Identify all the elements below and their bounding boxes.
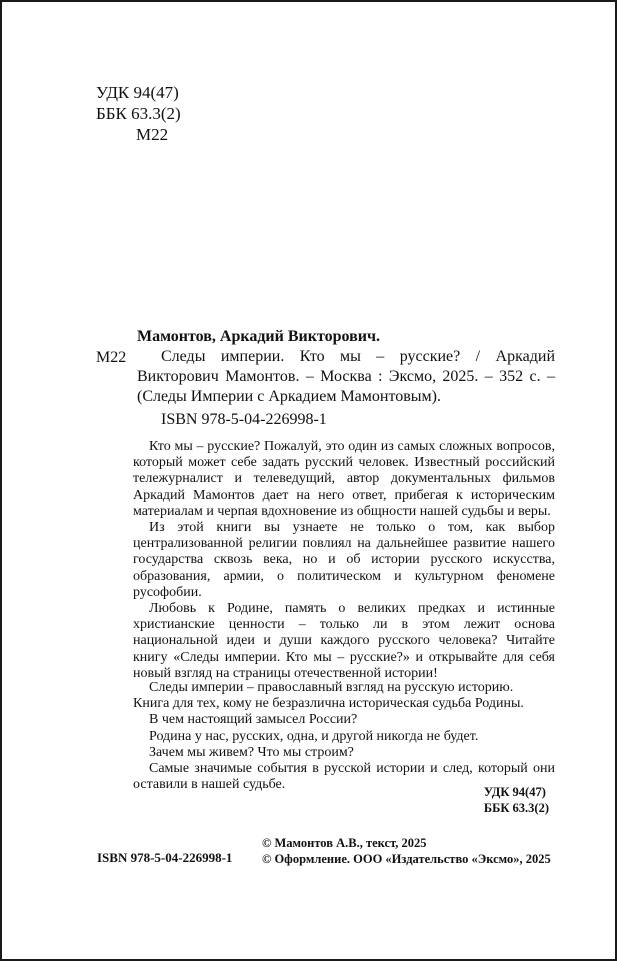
- annotation-paragraph: Любовь к Родине, память о великих предках и истинные христианские ценности – только ли в этом лежит основа национальной идеи и души каждого русского человека? Читайте книгу «Следы империи. Кто мы – русские?» и открывайте для себя новый взгляд на страницы отечественной истории!: [133, 601, 555, 681]
- udk-code-bottom: УДК 94(47): [483, 785, 546, 799]
- author-mark: М22: [136, 125, 169, 144]
- author-heading: Мамонтов, Аркадий Викторович.: [137, 328, 380, 345]
- classification-block-bottom: [484, 784, 549, 816]
- annotation-line: Следы империи – православный взгляд на русскую историю.: [149, 680, 514, 695]
- bbk-code: ББК 63.3(2): [96, 104, 181, 123]
- annotation-line: Книга для тех, кому не безразлична историческая судьба Родины.: [133, 696, 524, 712]
- annotation-line: Родина у нас, русских, одна, и другой никогда не будет.: [149, 728, 479, 744]
- classification-block-top: [96, 82, 181, 145]
- annotation-line: В чем настоящий замысел России?: [149, 712, 358, 728]
- copyright-block: [262, 835, 551, 867]
- annotation: [133, 439, 555, 682]
- annotation-line: Самые значимые события в русской истории и след, который они оставили в нашей судьбе.: [133, 761, 555, 793]
- copyright-text: © Мамонтов А.В., текст, 2025: [262, 836, 427, 850]
- annotation-secondary: [133, 680, 555, 793]
- bibliographic-description: Следы империи. Кто мы – русские? / Аркадий Викторович Мамонтов. – Москва : Эксмо, 2025. – 352 с. – (Следы Империи с Аркадием Мамонтовым).: [137, 348, 555, 405]
- udk-code: УДК 94(47): [96, 83, 179, 102]
- annotation-paragraph: Из этой книги вы узнаете не только о том, как выбор централизованной религии повлиял на дальнейшее развитие нашего государства сквозь века, но и об истории русского искусства, образования, армии, о политическом и культурном феномене русофобии.: [133, 520, 555, 600]
- bibliographic-entry: [137, 327, 555, 407]
- copyright-design: © Оформление. ООО «Издательство «Эксмо», 2025: [262, 852, 551, 866]
- footer-isbn: ISBN 978-5-04-226998-1: [97, 850, 233, 865]
- isbn-entry: ISBN 978-5-04-226998-1: [161, 411, 327, 428]
- bbk-code-bottom: ББК 63.3(2): [483, 801, 549, 815]
- annotation-line: Зачем мы живем? Что мы строим?: [149, 744, 354, 760]
- annotation-paragraph: Кто мы – русские? Пожалуй, это один из самых сложных вопросов, который может себе задать русский человек. Известный российский тележурналист и телеведущий, автор документальных фильмов Аркадий Мамонтов дает на него ответ, прибегая к историческим материалам и черпая вдохновение из общности нашей судьбы и веры.: [133, 439, 555, 519]
- author-mark-side: М22: [96, 349, 127, 366]
